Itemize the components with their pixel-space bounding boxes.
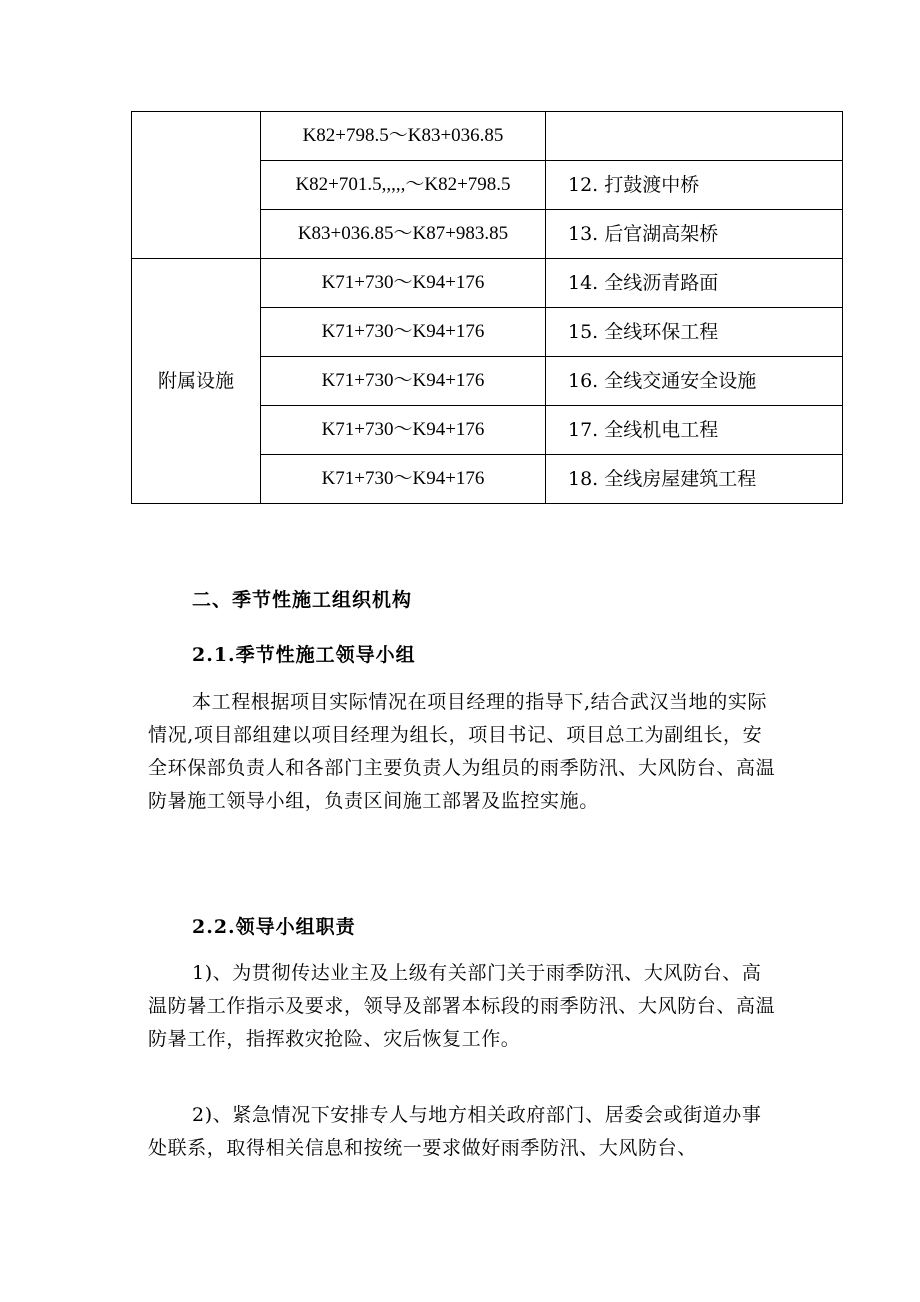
paragraph: 1)、为贯彻传达业主及上级有关部门关于雨季防汛、大风防台、高温防暑工作指示及要求，领导及部署本标段的雨季防汛、大风防台、高温防暑工作，指挥救灾抢险、灾后恢复工作。: [148, 962, 776, 1050]
work-item-cell: 13. 后官湖高架桥: [546, 210, 843, 259]
project-section-table: [131, 111, 843, 504]
stake-range-cell: K82+701.5,,,,,～K82+798.5: [261, 161, 546, 210]
work-item-cell: 15. 全线环保工程: [546, 308, 843, 357]
work-item-cell: 18. 全线房屋建筑工程: [546, 455, 843, 504]
table-row: [132, 259, 843, 308]
paragraph: 本工程根据项目实际情况在项目经理的指导下,结合武汉当地的实际情况,项目部组建以项目经理为组长，项目书记、项目总工为副组长，安全环保部负责人和各部门主要负责人为组员的雨季防汛、大风防台、高温防暑施工领导小组，负责区间施工部署及监控实施。: [148, 691, 776, 812]
work-item-cell: 14. 全线沥青路面: [546, 259, 843, 308]
stake-range-cell: K71+730～K94+176: [261, 455, 546, 504]
table-row: [132, 112, 843, 161]
section-heading: 二、季节性施工组织机构: [192, 589, 413, 611]
paragraph: 2)、紧急情况下安排专人与地方相关政府部门、居委会或街道办事处联系，取得相关信息和按统一要求做好雨季防汛、大风防台、: [148, 1104, 762, 1159]
subsection-heading: 2.1.季节性施工领导小组: [192, 644, 416, 666]
work-item-cell: 17. 全线机电工程: [546, 406, 843, 455]
stake-range-cell: K71+730～K94+176: [261, 406, 546, 455]
stake-range-cell: K82+798.5～K83+036.85: [261, 112, 546, 161]
work-item-cell: 16. 全线交通安全设施: [546, 357, 843, 406]
work-item-cell: 12. 打鼓渡中桥: [546, 161, 843, 210]
work-item-cell: [546, 112, 843, 161]
category-cell-attached-facilities: 附属设施: [132, 259, 261, 504]
stake-range-cell: K71+730～K94+176: [261, 259, 546, 308]
category-cell-empty: [132, 112, 261, 259]
stake-range-cell: K71+730～K94+176: [261, 308, 546, 357]
subsection-heading: 2.2.领导小组职责: [192, 916, 356, 938]
stake-range-cell: K71+730～K94+176: [261, 357, 546, 406]
stake-range-cell: K83+036.85～K87+983.85: [261, 210, 546, 259]
